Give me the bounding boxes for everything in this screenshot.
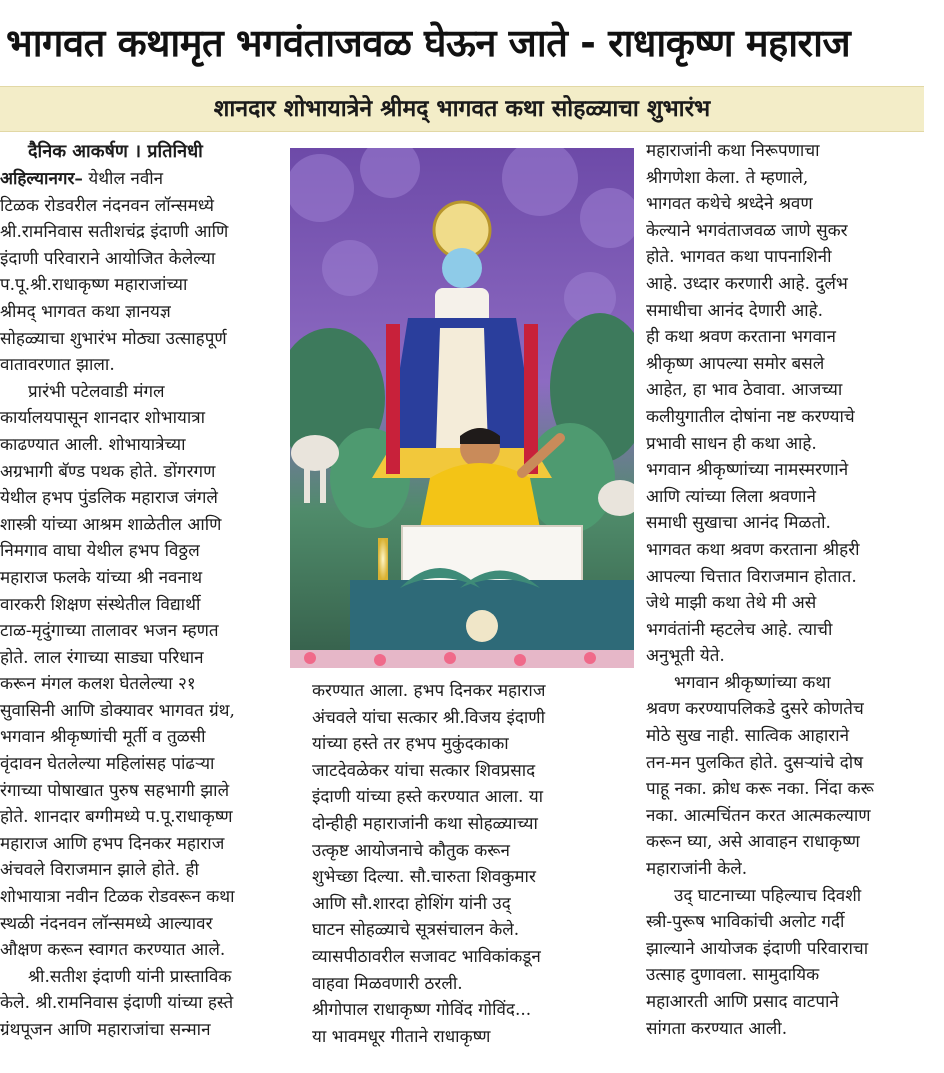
column3-line: आणि त्यांच्या लिला श्रवणाने: [646, 486, 816, 507]
column1-line: अग्रभागी बॅण्ड पथक होते. डोंगरगण: [0, 461, 216, 482]
column3-line: स्त्री-पुरूष भाविकांची अलोट गर्दी: [646, 912, 845, 933]
article-dateline: अहिल्यानगर–: [0, 169, 83, 189]
column1-line: कार्यालयपासून शानदार शोभायात्रा: [0, 408, 206, 429]
article-byline: दैनिक आकर्षण । प्रतिनिधी: [28, 141, 203, 162]
column3-line: भागवत कथा श्रवण करताना श्रीहरी: [646, 539, 860, 560]
article-headline: भागवत कथामृत भगवंताजवळ घेऊन जाते - राधाकृष्ण महाराज: [6, 21, 851, 65]
article-subheadline: शानदार शोभायात्रेने श्रीमद् भागवत कथा सोहळ्याचा शुभारंभ: [213, 96, 711, 122]
column1-line: सुवासिनी आणि डोक्यावर भागवत ग्रंथ,: [0, 700, 235, 721]
column3-line: महाराजांनी केले.: [646, 859, 748, 880]
column1-line: टिळक रोडवरील नंदनवन लॉन्समध्ये: [0, 195, 215, 216]
column3-line: समाधी सुखाचा आनंद मिळतो.: [646, 513, 831, 534]
column1-line: महाराज फलके यांच्या श्री नवनाथ: [0, 567, 203, 588]
column1-line: भगवान श्रीकृष्णांची मूर्ती व तुळसी: [0, 727, 206, 748]
column3-line: नका. आत्मचिंतन करत आत्मकल्याण: [646, 805, 871, 826]
column3-line: झाल्याने आयोजक इंदाणी परिवाराचा: [646, 938, 869, 959]
column1-line: टाळ-मृदुंगाच्या तालावर भजन म्हणत: [0, 621, 219, 642]
subheadline-bar: [0, 86, 924, 132]
column3-line: महाराजांनी कथा निरूपणाचा: [646, 141, 820, 161]
column3-line: भगवान श्रीकृष्णांच्या कथा: [674, 672, 831, 693]
column1-line: होते. शानदार बग्गीमध्ये प.पू.राधाकृष्ण: [0, 807, 233, 828]
column3-line: कलीयुगातील दोषांना नष्ट करण्याचे: [646, 406, 855, 427]
column1-line: होते. लाल रंगाच्या साड्या परिधान: [0, 647, 204, 668]
column3-line: अनुभूती येते.: [646, 646, 725, 667]
column1-line: रंगाच्या पोषाखात पुरुष सहभागी झाले: [0, 780, 230, 801]
column2-line: दोन्हीही महाराजांनी कथा सोहळ्याच्या: [312, 813, 538, 834]
column2-line: जाटदेवळेकर यांचा सत्कार शिवप्रसाद: [312, 760, 536, 781]
column3-line: सांगता करण्यात आली.: [646, 1018, 788, 1039]
column1-line: वृंदावन घेतलेल्या महिलांसह पांढऱ्या: [0, 754, 215, 775]
column1-line: सोहळ्याचा शुभारंभ मोठ्या उत्साहपूर्ण: [0, 328, 227, 349]
column2-line: अंचवले यांचा सत्कार श्री.विजय इंदाणी: [312, 707, 545, 728]
column2-line: वाहवा मिळवणारी ठरली.: [312, 973, 463, 994]
column3-line: भागवत कथेचे श्रध्देने श्रवण: [646, 194, 813, 215]
column2-line: आणि सौ.शारदा होशिंग यांनी उद्: [312, 893, 511, 914]
column1-line: वारकरी शिक्षण संस्थेतील विद्यार्थी: [0, 594, 201, 615]
column1-line: शोभायात्रा नवीन टिळक रोडवरून कथा: [0, 887, 235, 908]
column3-line: उत्साह दुणावला. सामुदायिक: [646, 965, 820, 986]
column3-line: महाआरती आणि प्रसाद वाटपाने: [646, 992, 839, 1012]
column3-line: पाहू नका. क्रोध करू नका. निंदा करू: [646, 779, 874, 800]
column1-line: निमगाव वाघा येथील हभप विठ्ठल: [0, 541, 200, 562]
column3-line: होते. भागवत कथा पापनाशिनी: [646, 247, 832, 268]
column2-line: घाटन सोहळ्याचे सूत्रसंचालन केले.: [312, 920, 520, 941]
column2-line: उत्कृष्ट आयोजनाचे कौतुक करून: [312, 840, 510, 861]
column1-line: औक्षण करून स्वागत करण्यात आले.: [0, 940, 226, 961]
column3-line: भगवान श्रीकृष्णांच्या नामस्मरणाने: [646, 460, 849, 481]
column3-line: करून घ्या, असे आवाहन राधाकृष्ण: [646, 832, 860, 853]
article-column-1: [0, 138, 290, 1068]
column3-line: श्रीगणेशा केला. ते म्हणाले,: [646, 167, 809, 188]
column3-line: श्रीकृष्ण आपल्या समोर बसले: [646, 353, 825, 374]
column1-line: श्री.सतीश इंदाणी यांनी प्रास्ताविक: [28, 966, 232, 987]
column3-line: समाधीचा आनंद देणारी आहे.: [646, 300, 824, 321]
column2-line: शुभेच्छा दिल्या. सौ.चारुता शिवकुमार: [312, 867, 536, 888]
column1-line: करून मंगल कलश घेतलेल्या २१: [0, 674, 196, 695]
column1-line: वातावरणात झाला.: [0, 355, 115, 376]
column2-line: या भावमधूर गीताने राधाकृष्ण: [312, 1026, 491, 1047]
column1-line: शास्त्री यांच्या आश्रम शाळेतील आणि: [0, 514, 222, 535]
column3-line: केल्याने भगवंताजवळ जाणे सुकर: [646, 220, 848, 241]
article-photo: [290, 148, 634, 668]
column1-line: इंदाणी परिवाराने आयोजित केलेल्या: [0, 248, 216, 269]
column2-line: श्रीगोपाल राधाकृष्ण गोविंद गोविंद...: [312, 1000, 532, 1021]
column3-line: ही कथा श्रवण करताना भगवान: [646, 327, 836, 348]
column2-line: यांच्या हस्ते तर हभप मुकुंदकाका: [312, 734, 509, 755]
speaker-on-stage-image: [290, 148, 634, 668]
article-column-2: [312, 678, 630, 1058]
column1-line: येथील हभप पुंडलिक महाराज जंगले: [0, 488, 218, 509]
column3-line: उद् घाटनाच्या पहिल्याच दिवशी: [674, 885, 862, 906]
column1-line: केले. श्री.रामनिवास इंदाणी यांच्या हस्ते: [0, 993, 234, 1014]
column1-line: स्थळी नंदनवन लॉन्समध्ये आल्यावर: [0, 913, 213, 934]
column1-line: ग्रंथपूजन आणि महाराजांचा सन्मान: [0, 1020, 211, 1040]
column1-line: श्रीमद् भागवत कथा ज्ञानयज्ञ: [0, 301, 171, 322]
column1-line: प.पू.श्री.राधाकृष्ण महाराजांच्या: [0, 275, 188, 296]
column3-line: आहे. उध्दार करणारी आहे. दुर्लभ: [646, 273, 848, 294]
column3-line: भगवंतांनी म्हटलेच आहे. त्याची: [646, 619, 833, 640]
column3-line: तन-मन पुलकित होते. दुसऱ्यांचे दोष: [646, 752, 864, 773]
article-column-3: [646, 138, 944, 1058]
column3-line: आहेत, हा भाव ठेवावा. आजच्या: [646, 380, 843, 401]
column3-line: आपल्या चित्तात विराजमान होतात.: [646, 566, 857, 587]
column1-line: [0, 166, 290, 193]
column1-line: अंचवले विराजमान झाले होते. ही: [0, 860, 199, 881]
column1-line: श्री.रामनिवास सतीशचंद्र इंदाणी आणि: [0, 222, 229, 243]
column3-line: जेथे माझी कथा तेथे मी असे: [646, 593, 817, 614]
column3-line: श्रवण करण्यापलिकडे दुसरे कोणतेच: [646, 699, 864, 720]
column2-line: करण्यात आला. हभप दिनकर महाराज: [312, 681, 546, 701]
column1-line: काढण्यात आली. शोभायात्रेच्या: [0, 434, 186, 455]
column1-line: महाराज आणि हभप दिनकर महाराज: [0, 833, 225, 854]
column3-line: प्रभावी साधन ही कथा आहे.: [646, 433, 817, 454]
column3-line: मोठे सुख नाही. सात्विक आहाराने: [646, 726, 850, 747]
column1-line-text: येथील नवीन: [88, 169, 164, 189]
column1-line: प्रारंभी पटेलवाडी मंगल: [28, 381, 165, 402]
column2-line: इंदाणी यांच्या हस्ते करण्यात आला. या: [312, 787, 544, 808]
column2-line: व्यासपीठावरील सजावट भाविकांकडून: [312, 946, 541, 967]
